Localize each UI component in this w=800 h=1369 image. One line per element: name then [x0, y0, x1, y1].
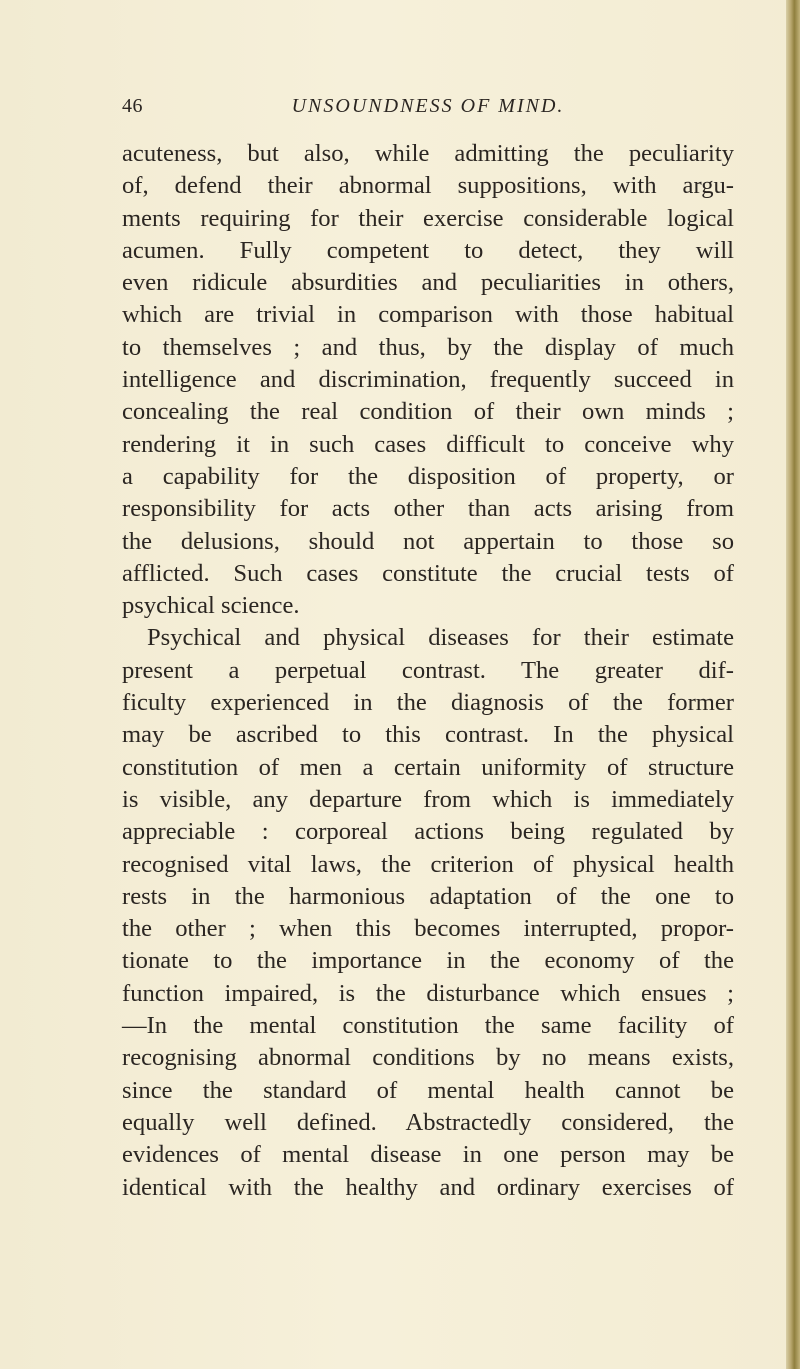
text-line: a capability for the disposition of property, or: [122, 462, 734, 490]
text-line: intelligence and discrimination, frequently succeed in: [122, 366, 734, 394]
text-line: of, defend their abnormal suppositions, with argu-: [122, 172, 734, 200]
text-line: function impaired, is the disturbance which ensues ;: [122, 979, 734, 1007]
text-line: Psychical and physical diseases for their estimate: [147, 624, 734, 652]
text-line: recognised vital laws, the criterion of physical health: [122, 850, 734, 878]
text-line: recognising abnormal conditions by no means exists,: [122, 1044, 734, 1072]
text-line: responsibility for acts other than acts arising from: [122, 495, 734, 523]
text-line: constitution of men a certain uniformity of structure: [122, 753, 734, 781]
text-line: even ridicule absurdities and peculiarities in others,: [122, 269, 734, 297]
text-line: concealing the real condition of their own minds ;: [122, 398, 734, 426]
text-line: evidences of mental disease in one person may be: [122, 1141, 734, 1169]
text-line: to themselves ; and thus, by the display of much: [122, 333, 734, 361]
body-text: [122, 138, 734, 1204]
page-edge: [786, 0, 800, 1369]
text-line: psychical science.: [122, 592, 300, 620]
text-line: ficulty experienced in the diagnosis of the former: [122, 689, 734, 717]
text-line: which are trivial in comparison with those habitual: [122, 301, 734, 329]
text-line: identical with the healthy and ordinary exercises of: [122, 1173, 734, 1201]
text-line: —In the mental constitution the same facility of: [122, 1012, 734, 1040]
page-number: 46: [122, 95, 143, 117]
text-line: may be ascribed to this contrast. In the physical: [122, 721, 734, 749]
text-line: equally well defined. Abstractedly considered, the: [122, 1108, 734, 1136]
paragraph: [122, 138, 734, 622]
text-line: rests in the harmonious adaptation of the one to: [122, 882, 734, 910]
text-line: rendering it in such cases difficult to conceive why: [122, 430, 734, 458]
text-line: the delusions, should not appertain to those so: [122, 527, 734, 555]
text-line: present a perpetual contrast. The greater dif-: [122, 656, 734, 684]
text-line: is visible, any departure from which is immediately: [122, 785, 734, 813]
text-line: afflicted. Such cases constitute the crucial tests of: [122, 559, 734, 587]
text-line: acuteness, but also, while admitting the peculiarity: [122, 140, 734, 167]
text-line: acumen. Fully competent to detect, they will: [122, 236, 734, 264]
text-line: since the standard of mental health cannot be: [122, 1076, 734, 1104]
running-title: UNSOUNDNESS OF MIND.: [291, 95, 565, 117]
text-line: tionate to the importance in the economy of the: [122, 947, 734, 975]
paragraph: [122, 622, 734, 1203]
text-line: appreciable : corporeal actions being regulated by: [122, 818, 734, 846]
page-header: [122, 95, 734, 125]
text-line: ments requiring for their exercise considerable logical: [122, 204, 734, 232]
text-line: the other ; when this becomes interrupted, propor-: [122, 915, 734, 943]
